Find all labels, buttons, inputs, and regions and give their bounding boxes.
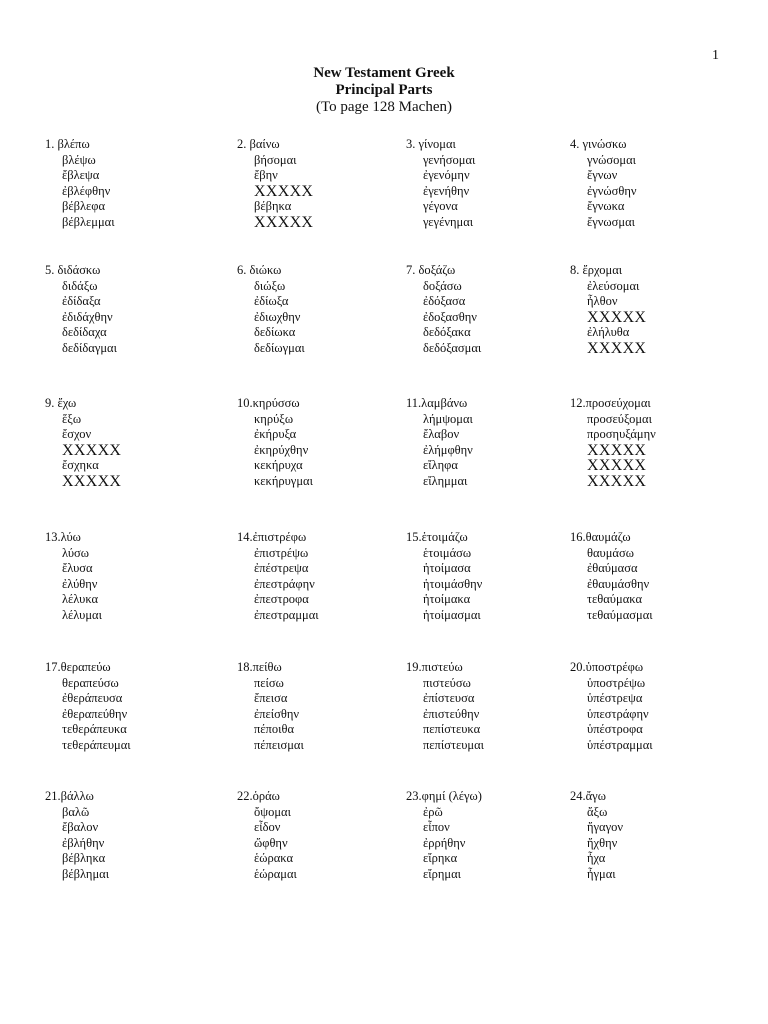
entry-lemma: γίνομαι — [418, 137, 456, 151]
entry-form: ἐπεστροφα — [254, 592, 309, 607]
entry-form: δεδόξακα — [423, 325, 471, 340]
entry-lemma-line — [570, 396, 656, 412]
entry-lemma-line — [237, 396, 313, 412]
entry-form: τεθαύμακα — [587, 592, 642, 607]
entry-form: κηρύξω — [254, 411, 294, 426]
document-subtitle: Principal Parts — [335, 82, 433, 98]
entry-lemma-line — [237, 789, 297, 805]
entry-form: ἐρῶ — [423, 804, 443, 819]
entry-form: κεκήρυχα — [254, 458, 303, 473]
entry-lemma-line — [45, 396, 121, 412]
entry-form: τεθεράπευκα — [62, 722, 127, 737]
entry-number: 14. — [237, 530, 253, 544]
entry-form: διώξω — [254, 278, 286, 293]
entry-form: ἡτοιμάσθην — [423, 576, 483, 591]
entry-form: ἔβλεψα — [62, 168, 100, 183]
entry-lemma-line — [45, 263, 117, 279]
entry-form: ἐλήλυθα — [587, 325, 630, 340]
entry-lemma: δοξάζω — [418, 263, 456, 277]
entry-number: 19. — [406, 660, 422, 674]
entry-form: ἐγενόμην — [423, 168, 470, 183]
entry-form: ἦγμαι — [587, 866, 616, 881]
entry-form: ἐπιστρέψω — [254, 545, 309, 560]
entry-lemma-line — [406, 263, 481, 279]
entry-form: ἐπεστράφην — [254, 576, 315, 591]
entry-form: θαυμάσω — [587, 545, 634, 560]
entry-form: ἐρρήθην — [423, 835, 466, 850]
entry-lemma-line — [570, 137, 637, 153]
entry-form: πιστεύσω — [423, 675, 471, 690]
entry-form: ἐκήρυξα — [254, 427, 297, 442]
entry — [237, 530, 319, 624]
entry-lemma: λαμβάνω — [421, 396, 468, 410]
entry — [237, 789, 297, 883]
entry-form: γεγένημαι — [423, 214, 474, 229]
document-title: New Testament Greek — [313, 65, 455, 81]
entry-lemma: βαίνω — [249, 137, 280, 151]
entry-number: 8. — [570, 263, 580, 277]
entry — [406, 137, 475, 231]
entry-form: ἐκηρύχθην — [254, 442, 309, 457]
entry-lemma: βλέπω — [57, 137, 90, 151]
entry — [406, 660, 484, 754]
entry-number: 18. — [237, 660, 253, 674]
entry-form: ἦλθον — [587, 294, 618, 309]
entry-number: 17. — [45, 660, 61, 674]
entry-form: ἐδοξασθην — [423, 309, 477, 324]
entry-form: ἑώραμαι — [254, 866, 297, 881]
entry-form: βέβλεμμαι — [62, 214, 115, 229]
entry — [406, 396, 473, 490]
entry-form: δεδίδαχα — [62, 325, 107, 340]
entry — [237, 137, 313, 231]
entry-form: ἔβαλον — [62, 820, 99, 835]
entry-number: 20. — [570, 660, 586, 674]
entry-form: ἤγαγον — [587, 820, 624, 835]
entry-number: 3. — [406, 137, 416, 151]
entry — [237, 396, 313, 490]
entry-form: ἡτοίμακα — [423, 592, 471, 607]
entry-form: ἐδίωξα — [254, 294, 289, 309]
entry-form: ὑπεστράφην — [587, 706, 649, 721]
entry-number: 7. — [406, 263, 416, 277]
entry-form: ἔγνωσμαι — [587, 214, 636, 229]
entry-form-missing: XXXXX — [62, 441, 122, 459]
entry-lemma-line — [45, 660, 131, 676]
document-note: (To page 128 Machen) — [316, 99, 452, 115]
entry-form: ἐδιωχθην — [254, 309, 301, 324]
entry-form: πεπίστευκα — [423, 722, 481, 737]
entry-form: ὄψομαι — [254, 804, 291, 819]
entry-lemma-line — [45, 530, 102, 546]
entry-form: ἐπείσθην — [254, 706, 300, 721]
entry-lemma-line — [570, 789, 623, 805]
entry-lemma: ἐπιστρέφω — [252, 530, 307, 544]
entry-lemma-line — [570, 530, 653, 546]
entry-form: τεθαύμασμαι — [587, 607, 653, 622]
entry-number: 16. — [570, 530, 586, 544]
entry-lemma-line — [45, 137, 115, 153]
entry-lemma-line — [406, 396, 473, 412]
entry-form: ἐπέστρεψα — [254, 561, 309, 576]
entry-lemma-line — [406, 137, 475, 153]
entry-lemma-line — [45, 789, 109, 805]
entry-lemma-line — [406, 789, 482, 805]
entry — [45, 396, 121, 490]
entry — [45, 789, 109, 883]
entry-number: 10. — [237, 396, 253, 410]
entry-form: ἐπιστεύθην — [423, 706, 480, 721]
document-header — [0, 65, 768, 116]
entry-form: ἐθεράπευσα — [62, 691, 123, 706]
entry-lemma: ἑτοιμάζω — [421, 530, 468, 544]
entry-form: ἑτοιμάσω — [423, 545, 472, 560]
entry-form: δοξάσω — [423, 278, 462, 293]
entry-form: πέπεισμαι — [254, 737, 304, 752]
entry-lemma: διδάσκω — [57, 263, 101, 277]
entry-form: βαλῶ — [62, 804, 90, 819]
entry-lemma: ὁράω — [252, 789, 280, 803]
entry — [570, 789, 623, 883]
entry-form-missing: XXXXX — [254, 213, 314, 231]
entry-lemma: γινώσκω — [582, 137, 627, 151]
entry-form-missing: XXXXX — [587, 308, 647, 326]
entry — [45, 263, 117, 357]
entry-form: βέβληκα — [62, 851, 106, 866]
entry-number: 21. — [45, 789, 61, 803]
entry-form: ἔλυσα — [62, 561, 93, 576]
entry-form: ἐδίδαξα — [62, 294, 101, 309]
entry-form: δεδίδαγμαι — [62, 340, 117, 355]
entry-form: εἴρημαι — [423, 866, 462, 881]
entry-form: κεκήρυγμαι — [254, 473, 313, 488]
entry-form: ἕξω — [62, 411, 82, 426]
entry-number: 11. — [406, 396, 422, 410]
entry-form: ἡτοίμασα — [423, 561, 471, 576]
entry-form: ἐπίστευσα — [423, 691, 475, 706]
entry-form: ἔσχηκα — [62, 458, 99, 473]
entry-number: 22. — [237, 789, 253, 803]
entry-form: ὤφθην — [254, 835, 288, 850]
entry-form: ἑώρακα — [254, 851, 294, 866]
entry-form: ἔγνωκα — [587, 199, 625, 214]
entry-form: ἐβλέφθην — [62, 183, 111, 198]
entry-lemma-line — [237, 137, 313, 153]
entry-number: 23. — [406, 789, 422, 803]
entry-form: ἐθαύμασα — [587, 561, 638, 576]
entry-form: ἦχα — [587, 851, 606, 866]
entry-lemma: θαυμάζω — [585, 530, 631, 544]
entry-form: πεπίστευμαι — [423, 737, 485, 752]
entry-form: λύσω — [62, 545, 89, 560]
entry-lemma: διώκω — [249, 263, 282, 277]
entry-form: γέγονα — [423, 199, 458, 214]
entry — [570, 137, 637, 231]
entry-form: βέβλεφα — [62, 199, 106, 214]
entry-form: βέβηκα — [254, 199, 292, 214]
entry-form: βλέψω — [62, 152, 96, 167]
entry-form: ἐγενήθην — [423, 183, 470, 198]
entry-lemma: ὑποστρέφω — [585, 660, 644, 674]
entry-form: λέλυκα — [62, 592, 99, 607]
entry-form: ἔσχον — [62, 427, 92, 442]
entry — [45, 660, 131, 754]
entry-form: ὑπέστροφα — [587, 722, 643, 737]
entry-form-missing: XXXXX — [254, 182, 314, 200]
entry — [570, 660, 653, 754]
entry — [237, 263, 305, 357]
entry-form: ἐλεύσομαι — [587, 278, 640, 293]
entry-form: ἡτοίμασμαι — [423, 607, 481, 622]
entry — [570, 530, 653, 624]
entry-lemma-line — [237, 263, 305, 279]
entry-lemma-line — [570, 263, 646, 279]
entry-form: εἶδον — [254, 820, 281, 835]
entry-form: προσεύξομαι — [587, 411, 652, 426]
entry-lemma: ἔρχομαι — [582, 263, 623, 277]
entry-form: ὑπέστραμμαι — [587, 737, 653, 752]
entry-form: ἤχθην — [587, 835, 618, 850]
entry-form: ἐγνώσθην — [587, 183, 637, 198]
entry-form: τεθεράπευμαι — [62, 737, 131, 752]
entry-form: πέποιθα — [254, 722, 295, 737]
entry-form: ἐδιδάχθην — [62, 309, 113, 324]
entry — [45, 137, 115, 231]
entry-form: προσηυξάμην — [587, 427, 656, 442]
entry-number: 5. — [45, 263, 55, 277]
entry-number: 13. — [45, 530, 61, 544]
entry-number: 9. — [45, 396, 55, 410]
entry-form: ἔπεισα — [254, 691, 288, 706]
entry-lemma: πιστεύω — [421, 660, 463, 674]
entry-form-missing: XXXXX — [62, 472, 122, 490]
entry-form: γνώσομαι — [587, 152, 637, 167]
entry — [406, 789, 482, 883]
entry-lemma: ἔχω — [57, 396, 77, 410]
entry-form: ἐθαυμάσθην — [587, 576, 650, 591]
entry-form: ἄξω — [587, 804, 608, 819]
entry — [406, 530, 482, 624]
entry-lemma: ἄγω — [585, 789, 606, 803]
entry-form: βήσομαι — [254, 152, 297, 167]
entry — [570, 396, 656, 490]
entry-lemma: κηρύσσω — [252, 396, 300, 410]
entry-number: 6. — [237, 263, 247, 277]
page-number: 1 — [712, 48, 719, 63]
entry-form: ἐθεραπεύθην — [62, 706, 128, 721]
entry-number: 2. — [237, 137, 247, 151]
entry-lemma-line — [237, 530, 319, 546]
entry-lemma: πείθω — [252, 660, 282, 674]
entry-number: 15. — [406, 530, 422, 544]
entry-form: ἐβλήθην — [62, 835, 105, 850]
entry-form: εἴρηκα — [423, 851, 458, 866]
entry-form: ἐπεστραμμαι — [254, 607, 319, 622]
entry-lemma-line — [570, 660, 653, 676]
entry-lemma: λύω — [60, 530, 81, 544]
entry-form: εἶπον — [423, 820, 450, 835]
entry-form: δεδόξασμαι — [423, 340, 482, 355]
entry — [570, 263, 646, 357]
entry-lemma-line — [406, 530, 482, 546]
entry-form-missing: XXXXX — [587, 457, 647, 475]
entry-form: ἐδόξασα — [423, 294, 466, 309]
entry-form-missing: XXXXX — [587, 339, 647, 357]
entry-form: ἔγνων — [587, 168, 618, 183]
entry-form: εἴληφα — [423, 458, 458, 473]
entry-number: 4. — [570, 137, 580, 151]
entry-form: ἔβην — [254, 168, 278, 183]
entry-form: πείσω — [254, 675, 284, 690]
entry-lemma: προσεύχομαι — [585, 396, 651, 410]
entry-form: βέβλημαι — [62, 866, 110, 881]
entry-form: θεραπεύσω — [62, 675, 119, 690]
entry-form: δεδίωκα — [254, 325, 296, 340]
entry-form: εἴλημμαι — [423, 473, 468, 488]
entry-form: γενήσομαι — [423, 152, 476, 167]
entry-number: 1. — [45, 137, 55, 151]
entry-form: λήμψομαι — [423, 411, 473, 426]
entry-lemma: βάλλω — [60, 789, 94, 803]
entry-lemma-line — [406, 660, 484, 676]
entry — [45, 530, 102, 624]
entry-form: ἐλύθην — [62, 576, 98, 591]
entry-number: 12. — [570, 396, 586, 410]
entry-form-missing: XXXXX — [587, 472, 647, 490]
entry — [237, 660, 304, 754]
entry-form: ὑποστρέψω — [587, 675, 646, 690]
entry-form: ἔλαβον — [423, 427, 460, 442]
entry-lemma: θεραπεύω — [60, 660, 111, 674]
entry-form: δεδίωγμαι — [254, 340, 305, 355]
entry-lemma: φημί (λέγω) — [421, 789, 482, 803]
entry-form-missing: XXXXX — [587, 441, 647, 459]
entry-form: ὑπέστρεψα — [587, 691, 643, 706]
entry-number: 24. — [570, 789, 586, 803]
entry-form: διδάξω — [62, 278, 98, 293]
entry — [406, 263, 481, 357]
entry-lemma-line — [237, 660, 304, 676]
entry-form: ἐλήμφθην — [423, 442, 473, 457]
entry-form: λέλυμαι — [62, 607, 102, 622]
